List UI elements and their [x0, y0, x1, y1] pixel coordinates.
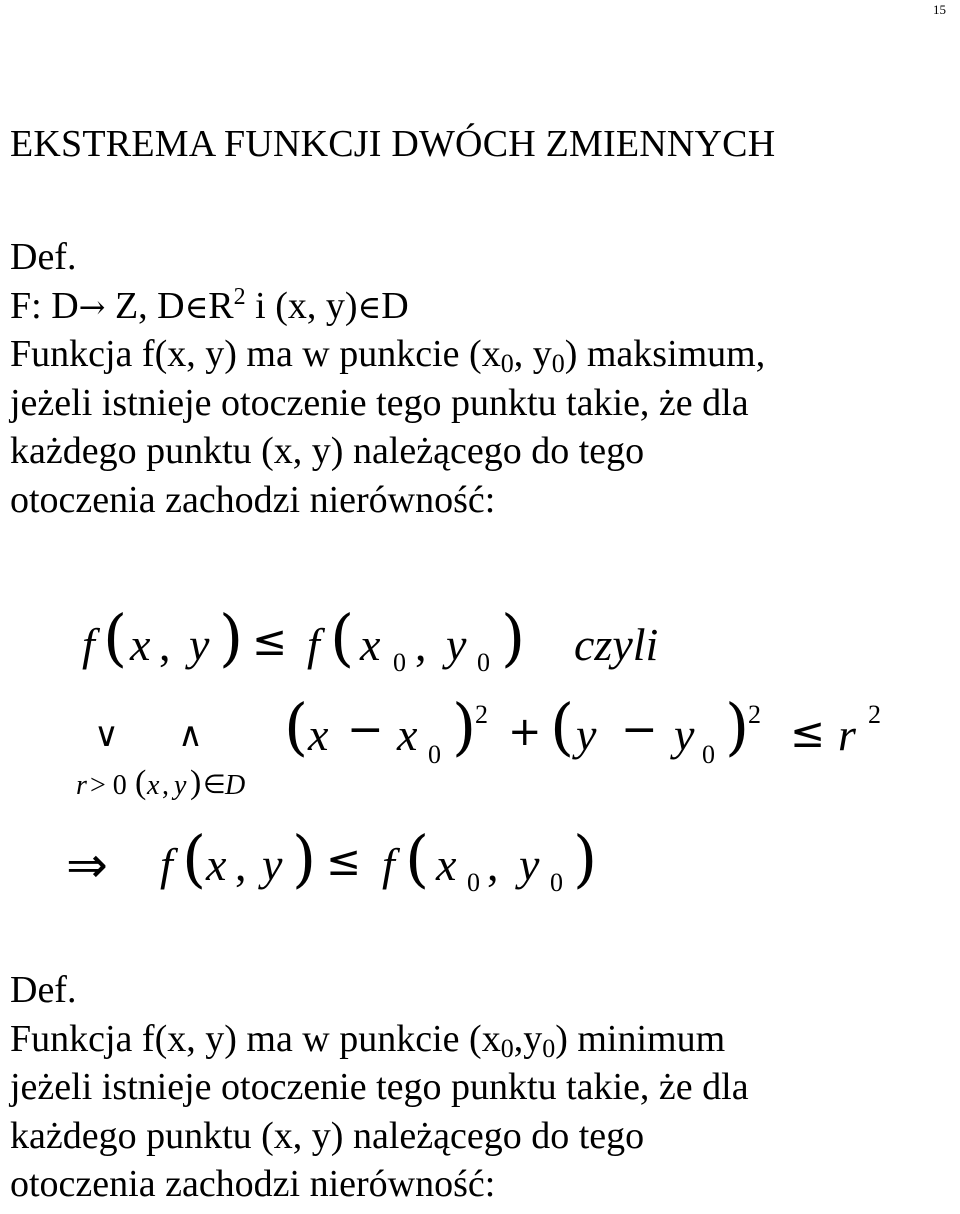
page-title: EKSTREMA FUNKCJI DWÓCH ZMIENNYCH [10, 123, 776, 165]
formula-minus: − [621, 704, 658, 755]
formula-sub-0: 0 [428, 740, 441, 769]
formula-r: r [838, 709, 856, 760]
quantifier-gt0: > 0 [90, 770, 127, 801]
formula-y: y [446, 619, 467, 670]
def-label: Def. [10, 969, 77, 1011]
formula-f: f [160, 839, 173, 890]
definition-maximum [10, 233, 765, 524]
formula-x: x [397, 709, 418, 760]
formula-y: y [189, 619, 210, 670]
formula-leq: ≤ [326, 836, 362, 885]
formula-lparen: ( [182, 822, 207, 895]
formula-leq: ≤ [790, 708, 826, 757]
quantifier-r: r [76, 770, 87, 801]
quantifier-elem: ∈ [203, 770, 226, 800]
formula-rparen: ) [501, 601, 526, 674]
quantifier-y: y [174, 770, 187, 801]
formula-comma: , [235, 839, 247, 890]
formula-rparen: ) [219, 601, 244, 674]
formula-x: x [436, 839, 457, 890]
quantifier-comma: , [162, 770, 169, 801]
formula-lparen: ( [284, 690, 309, 763]
quantifier-lparen: ( [135, 764, 147, 801]
formula-leq: ≤ [252, 616, 288, 665]
formula-x: x [206, 839, 227, 890]
formula-plus: + [508, 709, 542, 755]
formula-rparen: ) [452, 690, 477, 763]
formula-sup-2: 2 [475, 700, 488, 729]
formula-y: y [674, 709, 695, 760]
def-text-line: każdego punktu (x, y) należącego do tego [10, 430, 645, 472]
formula-y: y [262, 839, 283, 890]
exists-symbol: ∨ [94, 715, 119, 755]
formula-x: x [360, 619, 381, 670]
formula-sub-0: 0 [702, 740, 715, 769]
formula-f: f [307, 619, 320, 670]
formula-rparen: ) [292, 822, 317, 895]
formula-sub-0: 0 [467, 868, 480, 897]
formula-f: f [82, 619, 95, 670]
formula-comma: , [487, 839, 499, 890]
formula-lparen: ( [405, 822, 430, 895]
formula-sub-0: 0 [477, 648, 490, 677]
formula-sup-2: 2 [748, 700, 761, 729]
formula-lparen: ( [330, 601, 355, 674]
quantifier-rparen: ) [190, 764, 202, 801]
formula-x: x [308, 709, 329, 760]
formula-y: y [519, 839, 540, 890]
formula-minus: − [347, 704, 384, 755]
page-number: 15 [933, 2, 946, 17]
mapping-line: F: D→ Z, $D\in R^2$ i (x, y)∈D [10, 283, 409, 327]
formula-rparen: ) [725, 690, 750, 763]
formula-sup-2: 2 [868, 700, 881, 729]
def-text-line: jeżeli istnieje otoczenie tego punktu takie, że dla [10, 381, 749, 424]
def-label: Def. [10, 236, 77, 278]
formula-comma: , [159, 619, 171, 670]
implies-symbol: ⇒ [66, 836, 108, 894]
def-text-line: Funkcja f(x, y) ma w punkcie (x0,y0) minimum [10, 1017, 726, 1063]
formula-lparen: ( [103, 601, 128, 674]
def-text-line: otoczenia zachodzi nierówność: [10, 1163, 496, 1205]
formula-y: y [576, 709, 597, 760]
quantifier-D: D [225, 770, 246, 801]
formula-x: x [130, 619, 151, 670]
definition-minimum [10, 966, 749, 1209]
formula-lparen: ( [550, 690, 575, 763]
formula-f: f [382, 839, 395, 890]
def-text-line: otoczenia zachodzi nierówność: [10, 478, 496, 521]
formula-comma: , [415, 619, 427, 670]
def-text-line: jeżeli istnieje otoczenie tego punktu takie, że dla [10, 1066, 749, 1108]
quantifier-x: x [147, 770, 160, 801]
formula-czyli: czyli [574, 619, 659, 670]
def-text-line: Funkcja f(x, y) ma w punkcie (x0, y0) maksimum, [10, 333, 766, 378]
formula-sub-0: 0 [550, 868, 563, 897]
formula-rparen: ) [573, 822, 598, 895]
def-text-line: każdego punktu (x, y) należącego do tego [10, 1114, 645, 1157]
forall-symbol: ∧ [178, 715, 203, 755]
formula-sub-0: 0 [393, 648, 406, 677]
